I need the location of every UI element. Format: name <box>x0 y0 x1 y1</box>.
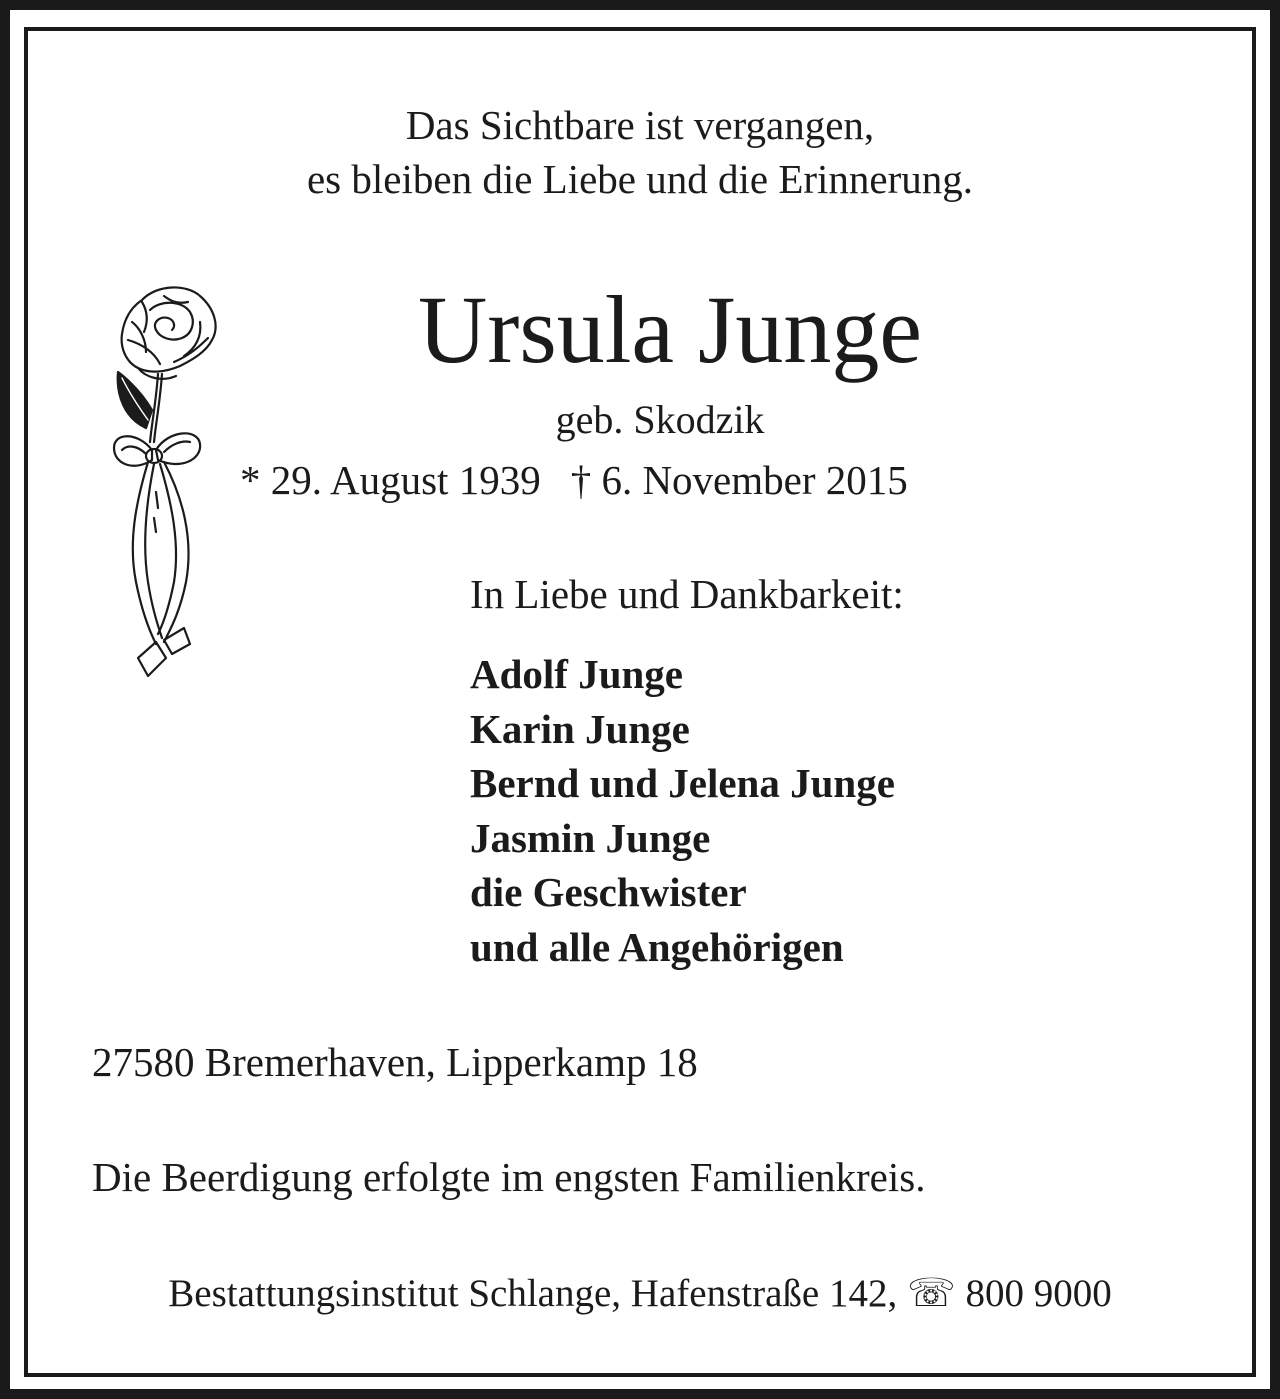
phone-number: 800 9000 <box>965 1272 1112 1315</box>
thanks-line: In Liebe und Dankbarkeit: <box>470 571 904 617</box>
mourner: Bernd und Jelena Junge <box>470 760 895 806</box>
phone-icon: ☏ <box>906 1272 956 1315</box>
mourner: Karin Junge <box>470 705 690 752</box>
maiden-name: geb. Skodzik <box>555 397 765 442</box>
deceased-name: Ursula Junge <box>418 276 922 383</box>
life-dates <box>240 453 908 507</box>
border-top <box>24 27 1256 31</box>
border-right <box>1252 27 1256 1377</box>
mourner: die Geschwister <box>470 869 747 915</box>
rose-icon <box>102 282 220 682</box>
mourner: Adolf Junge <box>470 651 684 697</box>
mourner: und alle Angehörigen <box>470 923 844 970</box>
motto-line-1: Das Sichtbare ist vergangen, <box>405 102 875 148</box>
motto <box>10 98 1270 206</box>
address: 27580 Bremerhaven, Lipperkamp 18 <box>92 1039 698 1085</box>
border-bottom <box>24 1373 1256 1377</box>
obituary-notice <box>10 10 1270 1389</box>
death-date: † 6. November 2015 <box>570 457 908 503</box>
motto-line-2: es bleiben die Liebe und die Erinnerung. <box>306 156 974 202</box>
funeral-note: Die Beerdigung erfolgte im engsten Familienkreis. <box>92 1154 926 1200</box>
mourners-list <box>470 647 895 974</box>
undertaker-line <box>10 1267 1270 1321</box>
birth-date: * 29. August 1939 <box>240 457 541 503</box>
border-left <box>24 27 28 1377</box>
mourner: Jasmin Junge <box>470 814 711 861</box>
undertaker-text: Bestattungsinstitut Schlange, Hafenstraße 142, <box>168 1272 898 1315</box>
